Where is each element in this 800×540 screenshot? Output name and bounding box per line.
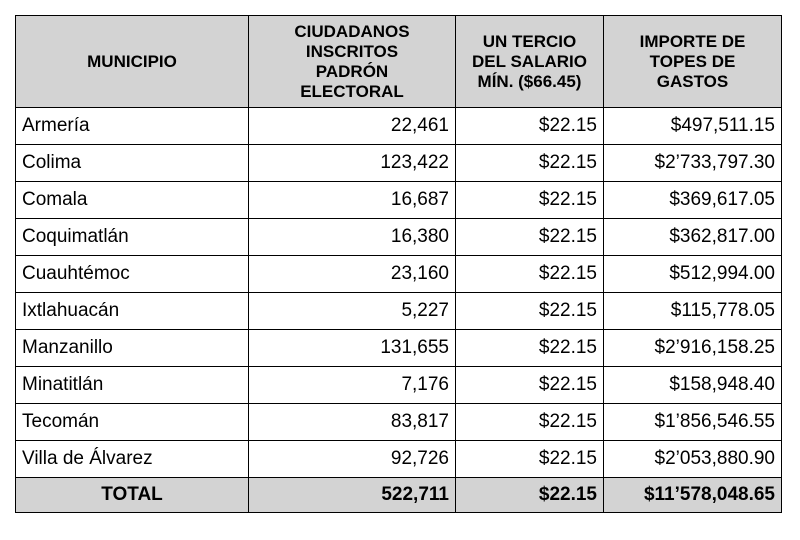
- table-row: [16, 256, 782, 293]
- table-row: [16, 404, 782, 441]
- cell-ciudadanos: 5,227: [249, 293, 456, 330]
- cell-municipio: Comala: [16, 182, 249, 219]
- total-tercio: $22.15: [456, 478, 604, 513]
- total-row: [16, 478, 782, 513]
- header-ciudadanos-line: PADRÓN: [315, 61, 389, 81]
- cell-importe: $2’916,158.25: [604, 330, 782, 367]
- total-label: TOTAL: [16, 478, 249, 513]
- cell-municipio: Manzanillo: [16, 330, 249, 367]
- cell-tercio: $22.15: [456, 330, 604, 367]
- cell-ciudadanos: 16,687: [249, 182, 456, 219]
- cell-importe: $369,617.05: [604, 182, 782, 219]
- cell-importe: $362,817.00: [604, 219, 782, 256]
- header-importe-line: IMPORTE DE: [639, 31, 746, 51]
- cell-ciudadanos: 22,461: [249, 108, 456, 145]
- cell-municipio: Minatitlán: [16, 367, 249, 404]
- header-importe: [604, 16, 782, 108]
- cell-importe: $115,778.05: [604, 293, 782, 330]
- header-importe-line: TOPES DE: [649, 51, 736, 71]
- cell-importe: $158,948.40: [604, 367, 782, 404]
- cell-ciudadanos: 131,655: [249, 330, 456, 367]
- header-ciudadanos: [249, 16, 456, 108]
- header-tercio-line: UN TERCIO: [482, 31, 577, 51]
- cell-municipio: Ixtlahuacán: [16, 293, 249, 330]
- cell-municipio: Tecomán: [16, 404, 249, 441]
- header-municipio: MUNICIPIO: [16, 16, 249, 108]
- cell-tercio: $22.15: [456, 219, 604, 256]
- table-row: [16, 330, 782, 367]
- cell-tercio: $22.15: [456, 293, 604, 330]
- cell-ciudadanos: 83,817: [249, 404, 456, 441]
- cell-tercio: $22.15: [456, 256, 604, 293]
- cell-ciudadanos: 123,422: [249, 145, 456, 182]
- cell-tercio: $22.15: [456, 182, 604, 219]
- cell-tercio: $22.15: [456, 441, 604, 478]
- cell-ciudadanos: 23,160: [249, 256, 456, 293]
- header-importe-line: GASTOS: [656, 71, 729, 91]
- header-tercio-line: DEL SALARIO: [472, 51, 587, 71]
- table-row: [16, 367, 782, 404]
- cell-municipio: Colima: [16, 145, 249, 182]
- table-row: [16, 108, 782, 145]
- table-row: [16, 441, 782, 478]
- cell-importe: $2’053,880.90: [604, 441, 782, 478]
- table-row: [16, 293, 782, 330]
- cell-importe: $1’856,546.55: [604, 404, 782, 441]
- header-tercio-line: MÍN. ($66.45): [477, 71, 582, 91]
- table-row: [16, 182, 782, 219]
- cell-ciudadanos: 16,380: [249, 219, 456, 256]
- total-importe: $11’578,048.65: [604, 478, 782, 513]
- cell-municipio: Armería: [16, 108, 249, 145]
- header-ciudadanos-line: ELECTORAL: [300, 81, 404, 101]
- cell-tercio: $22.15: [456, 108, 604, 145]
- table-row: [16, 145, 782, 182]
- table-row: [16, 219, 782, 256]
- cell-importe: $512,994.00: [604, 256, 782, 293]
- cell-ciudadanos: 7,176: [249, 367, 456, 404]
- cell-importe: $2’733,797.30: [604, 145, 782, 182]
- cell-municipio: Cuauhtémoc: [16, 256, 249, 293]
- cell-ciudadanos: 92,726: [249, 441, 456, 478]
- header-row: [16, 16, 782, 108]
- cell-tercio: $22.15: [456, 145, 604, 182]
- cell-tercio: $22.15: [456, 367, 604, 404]
- header-tercio: [456, 16, 604, 108]
- cell-tercio: $22.15: [456, 404, 604, 441]
- cell-importe: $497,511.15: [604, 108, 782, 145]
- expense-cap-table: [15, 15, 782, 513]
- cell-municipio: Villa de Álvarez: [16, 441, 249, 478]
- header-ciudadanos-line: INSCRITOS: [305, 41, 399, 61]
- header-ciudadanos-line: CIUDADANOS: [294, 21, 410, 41]
- cell-municipio: Coquimatlán: [16, 219, 249, 256]
- total-ciudadanos: 522,711: [249, 478, 456, 513]
